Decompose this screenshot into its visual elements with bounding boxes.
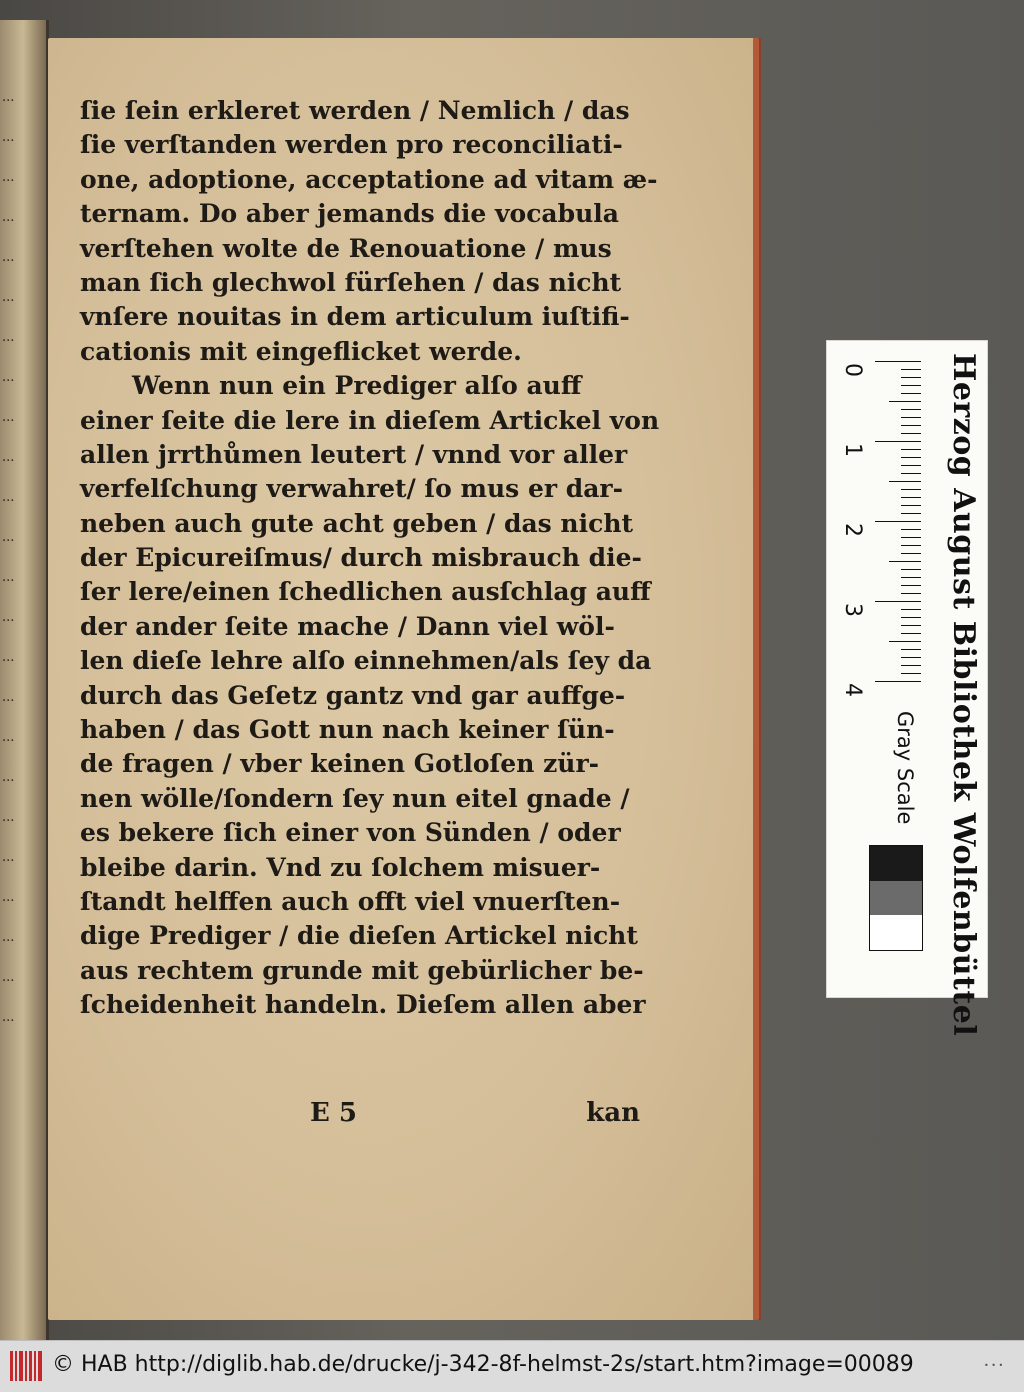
ruler-tick [875, 361, 921, 362]
prev-page-fragment: ... [2, 930, 15, 944]
text-line: ſer lere/einen ſchedlichen ausſchlag auff [80, 577, 651, 607]
text-line: neben auch gute acht geben / das nicht [80, 508, 634, 538]
prev-page-fragment: ... [2, 90, 15, 104]
ruler-tick [889, 401, 921, 402]
ruler-tick [875, 681, 921, 682]
ruler-tick [901, 393, 921, 394]
ruler-tick [901, 377, 921, 378]
prev-page-fragment: ... [2, 770, 15, 784]
book-page [48, 38, 759, 1320]
ruler-tick [901, 537, 921, 538]
color-scale-ruler [826, 340, 988, 1037]
text-line: es bekere ſich einer von Sünden / oder [80, 818, 621, 848]
ruler-tick [901, 569, 921, 570]
text-line: ternam. Do aber jemands die vocabula [80, 199, 619, 229]
prev-page-fragment: ... [2, 690, 15, 704]
ruler-tick [901, 585, 921, 586]
gray-swatch [870, 881, 922, 916]
ruler-number-4: 4 [840, 683, 865, 697]
ruler-tick [901, 465, 921, 466]
ruler-tick [901, 433, 921, 434]
prev-page-fragment: ... [2, 650, 15, 664]
catchword: kan [586, 1098, 640, 1128]
ruler-tick [901, 409, 921, 410]
page-text [80, 94, 660, 1023]
ruler-tick [889, 481, 921, 482]
text-line: ſie verſtanden werden pro reconciliati- [80, 130, 623, 160]
ruler-tick [875, 521, 921, 522]
prev-page-fragment: ... [2, 290, 15, 304]
ruler-tick [875, 441, 921, 442]
ruler-tick [901, 577, 921, 578]
prev-page-fragment: ... [2, 570, 15, 584]
prev-page-fragment: ... [2, 530, 15, 544]
text-line: cationis mit eingeflicket werde. [80, 336, 522, 366]
ruler-tick [901, 385, 921, 386]
ruler-tick [901, 657, 921, 658]
ruler-tick [901, 673, 921, 674]
ruler-tick [901, 617, 921, 618]
ruler-tick [901, 545, 921, 546]
ruler-tick [875, 601, 921, 602]
text-line: one, adoptione, acceptatione ad vitam æ- [80, 164, 658, 194]
text-line: nen wölle/ſondern ſey nun eitel gnade / [80, 783, 630, 813]
ruler-tick [901, 369, 921, 370]
prev-page-fragment: ... [2, 130, 15, 144]
hab-logo-icon [10, 1351, 44, 1381]
prev-page-fragment: ... [2, 730, 15, 744]
viewer-footer [0, 1340, 1024, 1392]
text-line: bleibe darin. Vnd zu ſolchem misuer- [80, 852, 601, 882]
ruler-tick [901, 505, 921, 506]
ruler-tick [901, 417, 921, 418]
text-line: dige Prediger / die dieſen Artickel nicht [80, 921, 638, 951]
ruler-tick [901, 553, 921, 554]
text-line: der ander ſeite mache / Dann viel wöl- [80, 611, 615, 641]
dots-icon: • • • [984, 1361, 1004, 1370]
prev-page-fragment: ... [2, 450, 15, 464]
text-line: vnſere nouitas in dem articulum iuſtifi- [80, 302, 630, 332]
ruler-ticks [871, 361, 921, 691]
gray-swatches [869, 845, 923, 951]
text-line: aus rechtem grunde mit gebürlicher be- [80, 955, 644, 985]
ruler-number-2: 2 [840, 523, 865, 537]
ruler-tick [889, 641, 921, 642]
ruler-tick [901, 625, 921, 626]
prev-page-fragment: ... [2, 1010, 15, 1024]
ruler-number-3: 3 [840, 603, 865, 617]
ruler-number-1: 1 [840, 443, 865, 457]
ruler-tick [901, 529, 921, 530]
gray-swatch [870, 846, 922, 881]
text-line: ſtandt helffen auch offt viel vnuerſten- [80, 886, 621, 916]
prev-page-fragment: ... [2, 890, 15, 904]
ruler-tick [901, 609, 921, 610]
ruler-tick [901, 425, 921, 426]
ruler-tick [901, 649, 921, 650]
prev-page-fragment: ... [2, 810, 15, 824]
prev-page-fragment: ... [2, 330, 15, 344]
text-line: der Epicureiſmus/ durch misbrauch die- [80, 543, 642, 573]
prev-page-fragment: ... [2, 490, 15, 504]
ruler-tick [901, 513, 921, 514]
text-line: ſie ſein erkleret werden / Nemlich / das [80, 96, 630, 125]
text-line: len dieſe lehre alſo einnehmen/als ſey da [80, 646, 652, 676]
text-line: einer ſeite die lere in dieſem Artickel von [80, 405, 660, 435]
prev-page-fragment: ... [2, 210, 15, 224]
text-line: ſcheidenheit handeln. Dieſem allen aber [80, 990, 646, 1020]
text-line: durch das Geſetz gantz vnd gar auffge- [80, 680, 626, 710]
ruler-tick [901, 473, 921, 474]
prev-page-fragment: ... [2, 250, 15, 264]
text-line: allen jrrthůmen leutert / vnnd vor aller [80, 439, 628, 469]
prev-page-fragment: ... [2, 610, 15, 624]
ruler-tick [901, 449, 921, 450]
text-line: Wenn nun ein Prediger alſo auff [132, 371, 582, 401]
gray-swatch [870, 915, 922, 950]
prev-page-fragment: ... [2, 970, 15, 984]
text-line: haben / das Gott nun nach keiner ſün- [80, 715, 615, 745]
ruler-tick [901, 633, 921, 634]
prev-page-fragment: ... [2, 850, 15, 864]
ruler-tick [901, 593, 921, 594]
ruler-tick [901, 665, 921, 666]
copyright-link[interactable]: © HAB http://diglib.hab.de/drucke/j-342-8f-helmst-2s/start.htm?image=00089 [52, 1352, 914, 1377]
ruler-tick [901, 489, 921, 490]
text-line: man ſich glechwol fürſehen / das nicht [80, 267, 622, 297]
prev-page-fragment: ... [2, 170, 15, 184]
ruler-brand: Herzog August Bibliothek Wolfenbüttel [946, 353, 981, 1037]
prev-page-fragment: ... [2, 370, 15, 384]
ruler-number-0: 0 [840, 363, 865, 377]
ruler-tick [889, 561, 921, 562]
prev-page-fragment: ... [2, 410, 15, 424]
text-line: verſtehen wolte de Renouatione / mus [80, 233, 612, 263]
ruler-tick [901, 457, 921, 458]
gray-scale-label: Gray Scale [893, 711, 917, 825]
ruler-tick [901, 497, 921, 498]
previous-page-edge [0, 20, 49, 1340]
signature-mark: E 5 [310, 1098, 357, 1128]
text-line: verfelſchung verwahret/ ſo mus er dar- [80, 474, 623, 504]
text-line: de fragen / vber keinen Gotloſen zür- [80, 749, 599, 779]
